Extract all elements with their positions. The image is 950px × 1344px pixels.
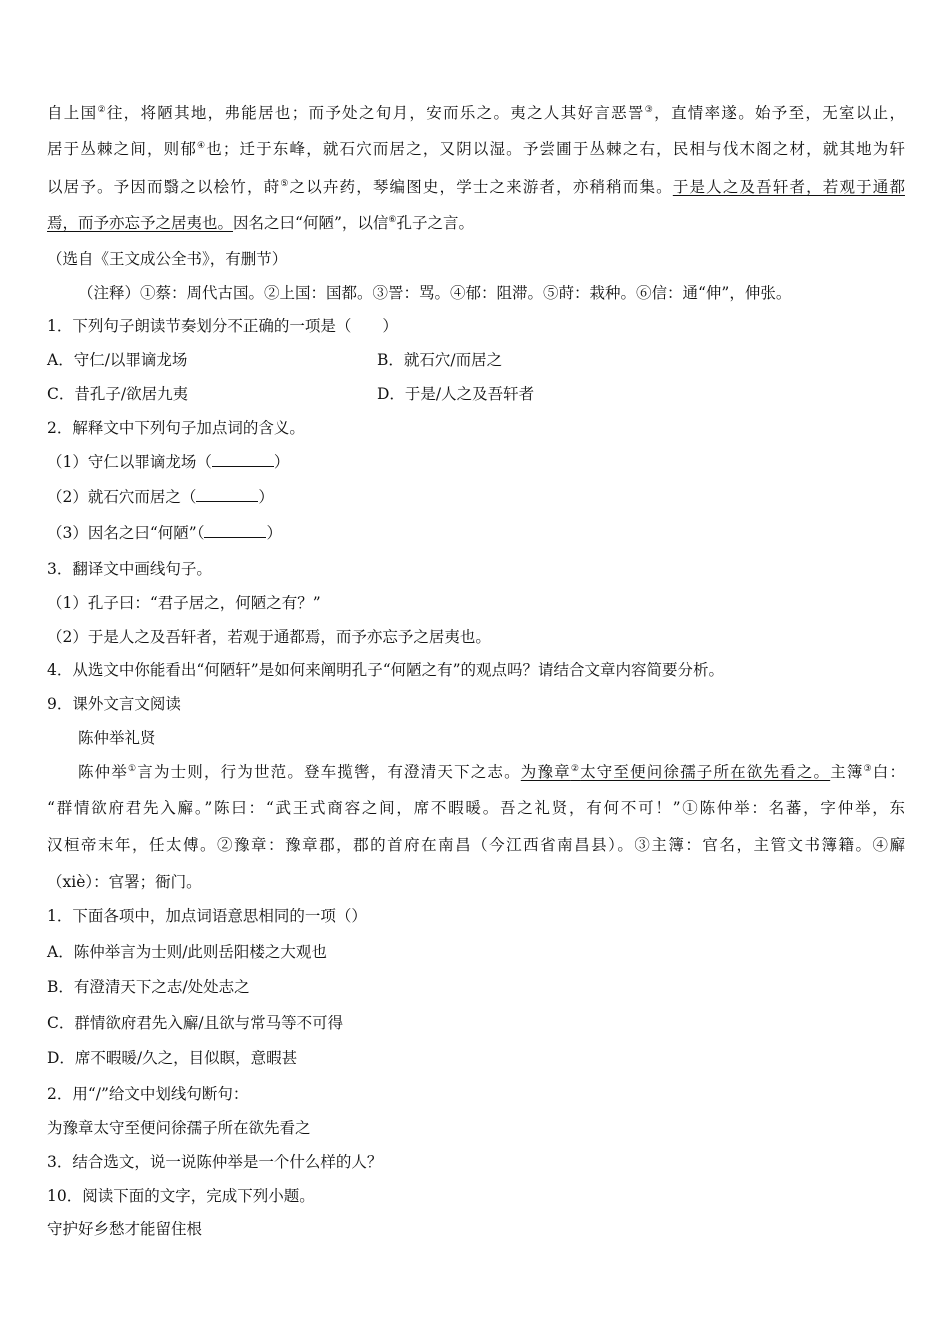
passage-line: 自上国②往，将陋其地，弗能居也；而予处之旬月，安而乐之。夷之人其好言恶詈③，直情率遂。始予至，无室以止， [47,104,905,122]
option-a: A．陈仲举言为士则/此则岳阳楼之大观也 [47,943,327,961]
section-heading: 9．课外文言文阅读 [47,695,181,713]
question-3: 3．翻译文中画线句子。 [47,560,212,578]
answer-blank[interactable] [212,452,274,467]
underlined-sentence: 焉，而予亦忘予之居夷也。 [47,214,234,232]
passage-line: 陈仲举①言为士则，行为世范。登车揽辔，有澄清天下之志。为豫章②太守至便问徐孺子所在欲先看之。主簿③白： [78,763,905,781]
passage-line: 焉，而予亦忘予之居夷也。因名之曰“何陋”，以信⑥孔子之言。 [47,214,474,232]
passage-title: 守护好乡愁才能留住根 [47,1220,203,1238]
question-2: 2．用“/”给文中划线句断句： [47,1085,249,1103]
option-row [47,384,535,404]
option-d: D．席不暇暖/久之，目似瞑，意暇甚 [47,1049,298,1067]
question-4: 4．从选文中你能看出“何陋轩”是如何来阐明孔子“何陋之有”的观点吗？请结合文章内容简要分析。 [47,661,725,679]
annotations: （注释）①蔡：周代古国。②上国：国都。③詈：骂。④郁：阻滞。⑤莳：栽种。⑥信：通“伸”，伸张。 [78,284,792,302]
option-b: B．就石穴/而居之 [377,351,503,369]
source-note: （选自《王文成公全书》，有删节） [47,250,288,268]
sub-question: （2）就石穴而居之（ ） [47,488,274,506]
option-d: D．于是/人之及吾轩者 [377,385,535,403]
sub-question: （3）因名之曰“何陋”（ ） [47,524,282,542]
underlined-sentence: 为豫章②太守至便问徐孺子所在欲先看之。 [520,763,831,781]
sub-question: （1）孔子曰：“君子居之，何陋之有？” [47,594,321,612]
question-text: 为豫章太守至便问徐孺子所在欲先看之 [47,1119,311,1137]
sub-question: （2）于是人之及吾轩者，若观于通都焉，而予亦忘予之居夷也。 [47,628,491,646]
option-c: C．昔孔子/欲居九夷 [47,385,189,403]
question-1: 1．下面各项中，加点词语意思相同的一项（） [47,907,367,925]
passage-line: （xiè）：官署；衙门。 [47,873,202,891]
passage-line: 居于丛棘之间，则郁④也；迁于东峰，就石穴而居之，又阴以湿。予尝圃于丛棘之右，民相与伐木阁之材，就其地为轩 [47,140,905,158]
option-row [47,350,503,370]
option-b: B．有澄清天下之志/处处志之 [47,978,250,996]
question-3: 3．结合选文，说一说陈仲举是一个什么样的人？ [47,1153,383,1171]
passage-line: 汉桓帝末年，任太傅。②豫章：豫章郡，郡的首府在南昌（今江西省南昌县）。③主簿：官名，主管文书簿籍。④廨 [47,836,905,854]
passage-line: “群情欲府君先入廨。”陈曰：“武王式商容之间，席不暇暖。吾之礼贤，有何不可！”①陈仲举：名蕃，字仲举，东 [47,799,905,817]
option-a: A．守仁/以罪谪龙场 [47,351,188,369]
answer-blank[interactable] [196,487,258,502]
section-heading: 10．阅读下面的文字，完成下列小题。 [47,1187,315,1205]
underlined-sentence: 于是人之及吾轩者，若观于通都 [672,178,905,196]
option-c: C．群情欲府君先入廨/且欲与常马等不可得 [47,1014,344,1032]
answer-blank[interactable] [204,523,266,538]
passage-line: 以居予。予因而翳之以桧竹，莳⑤之以卉药，琴编图史，学士之来游者，亦稍稍而集。于是人之及吾轩者，若观于通都 [47,178,905,196]
question-2: 2．解释文中下列句子加点词的含义。 [47,419,305,437]
passage-title: 陈仲举礼贤 [78,729,156,747]
sub-question: （1）守仁以罪谪龙场（ ） [47,453,290,471]
question-1: 1．下列句子朗读节奏划分不正确的一项是（ ） [47,317,398,335]
